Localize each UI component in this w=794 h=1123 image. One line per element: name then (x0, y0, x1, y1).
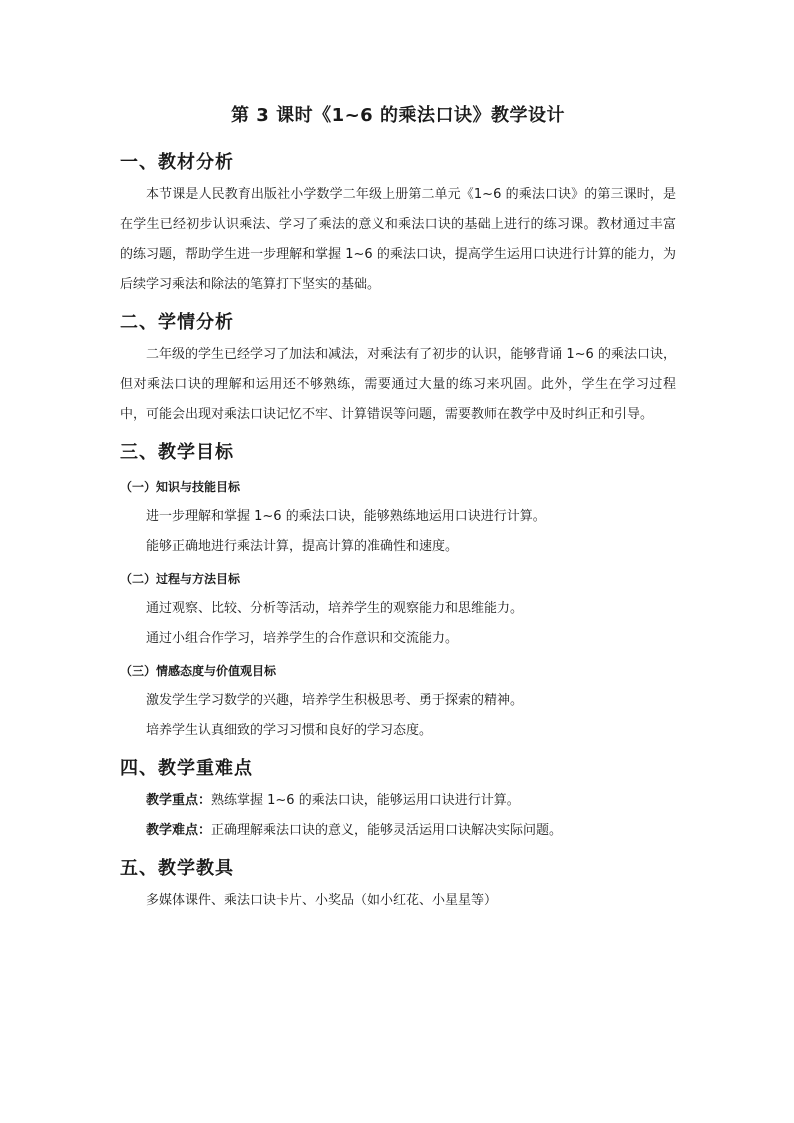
objective-line: 通过观察、比较、分析等活动，培养学生的观察能力和思维能力。 (146, 601, 524, 616)
section-heading-student-analysis: 二、学情分析 (120, 312, 234, 333)
subsection-heading-process-methods: （二）过程与方法目标 (120, 572, 241, 586)
objective-line: 能够正确地进行乘法计算，提高计算的准确性和速度。 (146, 539, 459, 554)
textbook-analysis-paragraph: 本节课是人民教育出版社小学数学二年级上册第二单元《1~6 的乘法口诀》的第三课时，是在学生已经初步认识乘法、学习了乘法的意义和乘法口诀的基础上进行的练习课。教材通过丰富的练习题，帮助学生进一步理解和掌握 1~6 的乘法口诀，提高学生运用口诀进行计算的能力，为后续学习乘法和除法的笔算打下坚实的基础。 (120, 187, 676, 292)
document-title: 第 3 课时《1~6 的乘法口诀》教学设计 (231, 105, 565, 126)
subsection-heading-knowledge-skills: （一）知识与技能目标 (120, 480, 241, 494)
section-heading-key-difficult-points: 四、教学重难点 (120, 758, 253, 779)
subsection-heading-attitudes-values: （三）情感态度与价值观目标 (120, 664, 277, 678)
objective-line: 激发学生学习数学的兴趣，培养学生积极思考、勇于探索的精神。 (146, 693, 524, 708)
student-analysis-paragraph: 二年级的学生已经学习了加法和减法，对乘法有了初步的认识，能够背诵 1~6 的乘法口诀，但对乘法口诀的理解和运用还不够熟练，需要通过大量的练习来巩固。此外，学生在学习过程中，可能会出现对乘法口诀记忆不牢、计算错误等问题，需要教师在教学中及时纠正和引导。 (120, 347, 676, 422)
key-point-line (120, 786, 676, 816)
section-heading-teaching-objectives: 三、教学目标 (120, 442, 234, 463)
objective-line: 通过小组合作学习，培养学生的合作意识和交流能力。 (146, 631, 459, 646)
difficult-point-line (120, 816, 676, 846)
key-point-label: 教学重点： (146, 793, 212, 808)
section-heading-teaching-aids: 五、教学教具 (120, 858, 234, 879)
key-point-text: 熟练掌握 1~6 的乘法口诀，能够运用口诀进行计算。 (211, 793, 520, 808)
objective-line: 进一步理解和掌握 1~6 的乘法口诀，能够熟练地运用口诀进行计算。 (146, 509, 546, 524)
difficult-point-label: 教学难点： (146, 823, 212, 838)
difficult-point-text: 正确理解乘法口诀的意义，能够灵活运用口诀解决实际问题。 (211, 823, 563, 838)
teaching-aids-line: 多媒体课件、乘法口诀卡片、小奖品（如小红花、小星星等） (146, 893, 498, 908)
document-page (120, 100, 676, 916)
objective-line: 培养学生认真细致的学习习惯和良好的学习态度。 (146, 723, 433, 738)
section-heading-textbook-analysis: 一、教材分析 (120, 152, 234, 173)
